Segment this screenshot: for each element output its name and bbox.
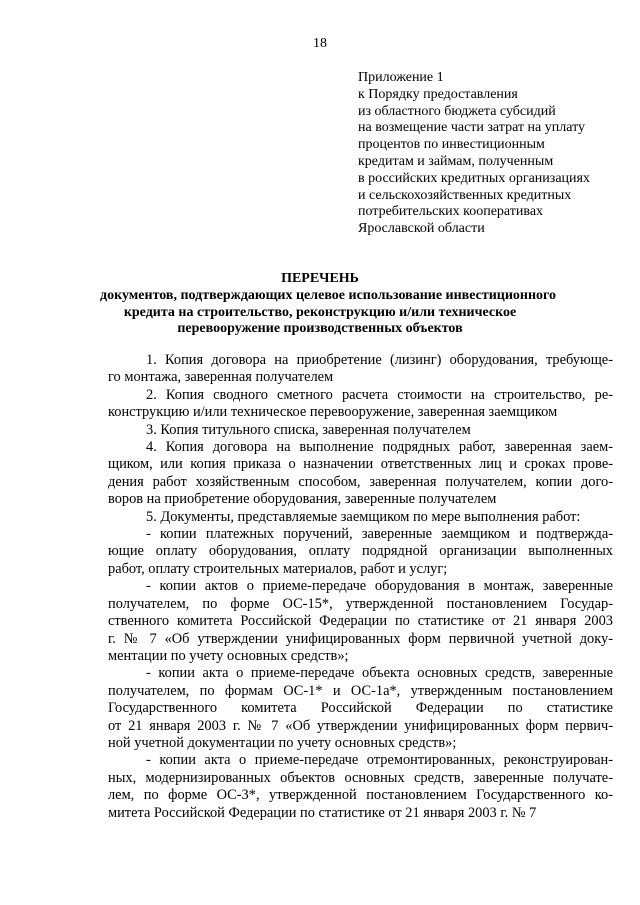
list-paragraph xyxy=(108,526,613,578)
heading-subtitle-line: документов, подтверждающих целевое использование инвестиционного xyxy=(100,287,557,303)
appendix-line: на возмещение части затрат на уплату xyxy=(358,120,586,136)
paragraph-line: получателем, по формам ОС-1* и ОС-1а*, утвержденным постановлением xyxy=(108,682,613,699)
list-paragraph xyxy=(108,439,613,509)
paragraph-line: ментации по учету основных средств»; xyxy=(108,647,349,664)
appendix-line: к Порядку предоставления xyxy=(358,86,518,102)
list-paragraph xyxy=(108,752,613,822)
page-number: 18 xyxy=(313,36,327,51)
paragraph-line: 5. Документы, представляемые заемщиком по мере выполнения работ: xyxy=(146,508,581,525)
paragraph-line: - копии акта о приеме-передаче отремонтированных, реконструирован- xyxy=(146,752,613,769)
list-paragraph xyxy=(108,352,613,387)
list-paragraph xyxy=(108,422,613,439)
paragraph-line: конструкцию и/или техническое перевооружение, заверенная заемщиком xyxy=(108,404,558,421)
paragraph-line: г. № 7 «Об утверждении унифицированных форм первичной учетной доку- xyxy=(108,630,613,647)
paragraph-line: Государственного комитета Российской Федерации по статистике xyxy=(108,700,613,717)
list-paragraph xyxy=(108,387,613,422)
appendix-line: и сельскохозяйственных кредитных xyxy=(358,187,572,203)
paragraph-line: - копии актов о приеме-передаче оборудования в монтаж, заверенные xyxy=(146,578,613,595)
paragraph-line: - копии акта о приеме-передаче объекта основных средств, заверенные xyxy=(146,665,613,682)
paragraph-line: - копии платежных поручений, заверенные заемщиком и подтвержда- xyxy=(146,526,613,543)
paragraph-line: 1. Копия договора на приобретение (лизинг) оборудования, требующе- xyxy=(146,352,613,368)
paragraph-line: го монтажа, заверенная получателем xyxy=(108,369,334,386)
heading-subtitle-line: перевооружение производственных объектов xyxy=(177,321,463,337)
paragraph-line: получателем, по форме ОС-15*, утвержденной постановлением Государ- xyxy=(108,595,613,612)
paragraph-line: митета Российской Федерации по статистике от 21 января 2003 г. № 7 xyxy=(108,804,537,821)
paragraph-line: 3. Копия титульного списка, заверенная получателем xyxy=(146,421,471,438)
appendix-line: кредитам и займам, полученным xyxy=(358,153,554,169)
heading-title: ПЕРЕЧЕНЬ xyxy=(281,271,359,286)
appendix-line: из областного бюджета субсидий xyxy=(358,103,556,119)
paragraph-line: ных, модернизированных объектов основных средств, заверенные получате- xyxy=(108,769,613,786)
paragraph-line: 2. Копия сводного сметного расчета стоимости на строительство, ре- xyxy=(146,386,613,403)
document-heading xyxy=(100,271,557,338)
list-paragraph xyxy=(108,509,613,526)
appendix-reference xyxy=(358,70,638,238)
appendix-line: Приложение 1 xyxy=(358,70,444,85)
document-body xyxy=(108,352,613,822)
paragraph-line: щиком, или копия приказа о назначении ответственных лиц и сроках прове- xyxy=(108,456,613,473)
appendix-line: Ярославской области xyxy=(358,221,485,237)
appendix-line: потребительских кооперативах xyxy=(358,204,544,220)
appendix-line: в российских кредитных организациях xyxy=(358,170,590,186)
paragraph-line: ной учетной документации по учету основных средств»; xyxy=(108,734,457,751)
paragraph-line: дения работ хозяйственным способом, заверенная получателем, копии дого- xyxy=(108,473,613,490)
paragraph-line: ющие оплату оборудования, оплату подрядной организации выполненных xyxy=(108,543,613,560)
paragraph-line: 4. Копия договора на выполнение подрядных работ, заверенная заем- xyxy=(146,439,613,456)
paragraph-line: работ, оплату строительных материалов, работ и услуг; xyxy=(108,560,448,577)
paragraph-line: воров на приобретение оборудования, заверенные получателем xyxy=(108,491,497,508)
paragraph-line: от 21 января 2003 г. № 7 «Об утверждении унифицированных форм первич- xyxy=(108,717,613,734)
appendix-line: процентов по инвестиционным xyxy=(358,137,545,153)
list-paragraph xyxy=(108,665,613,752)
list-paragraph xyxy=(108,578,613,665)
paragraph-line: лем, по форме ОС-3*, утвержденной постановлением Государственного ко- xyxy=(108,787,613,804)
paragraph-line: ственного комитета Российской Федерации по статистике от 21 января 2003 xyxy=(108,613,613,630)
heading-subtitle-line: кредита на строительство, реконструкцию и/или техническое xyxy=(123,304,517,320)
